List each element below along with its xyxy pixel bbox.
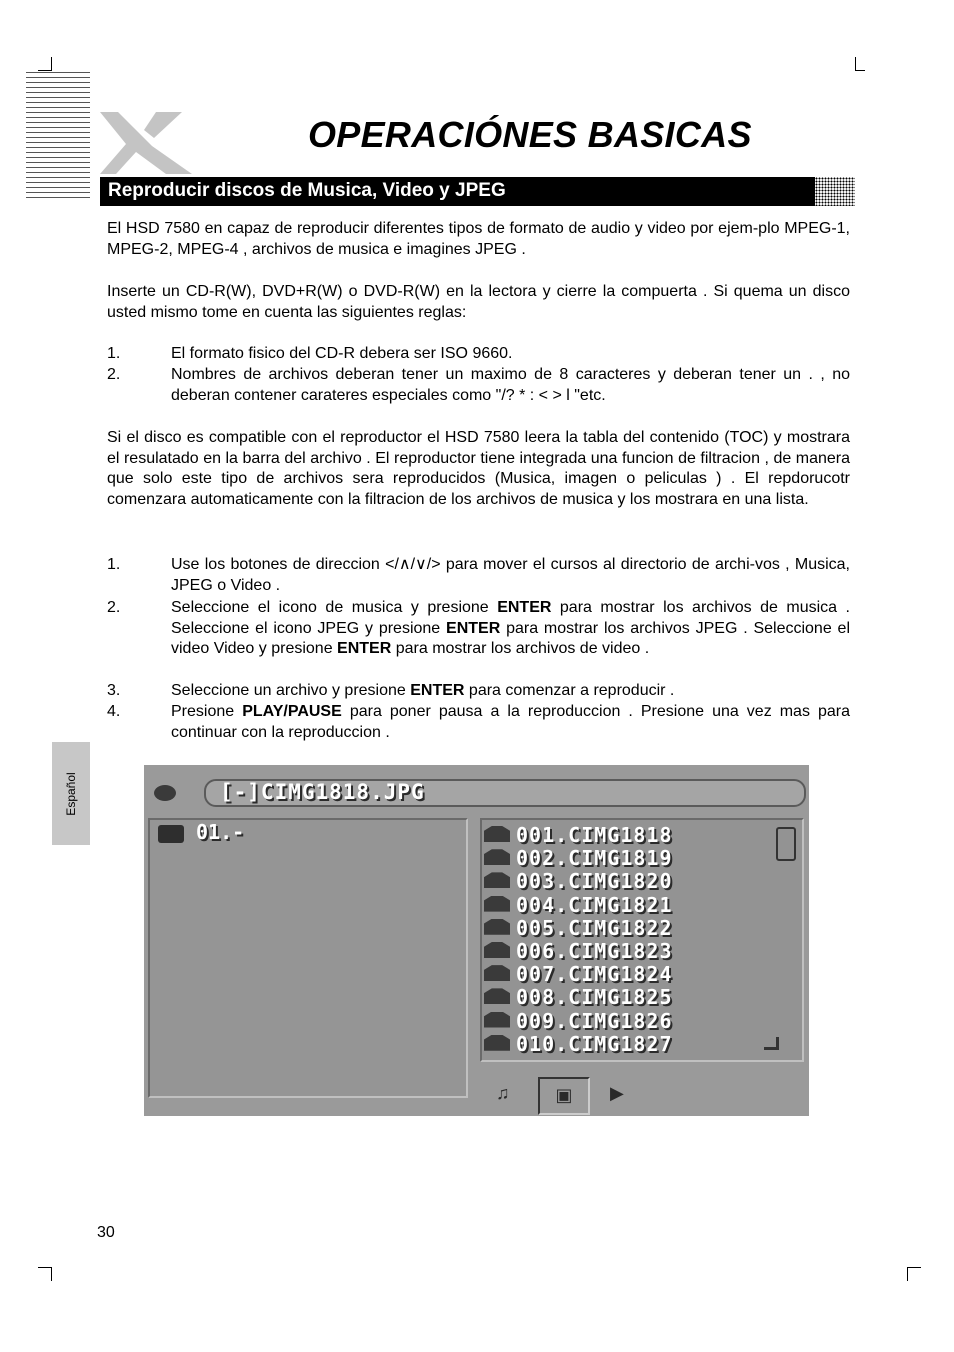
crop-mark-bottom-left (38, 1267, 52, 1281)
music-mode-icon[interactable]: ♫ (496, 1083, 510, 1103)
file-name: 001.CIMG1818 (516, 823, 673, 847)
file-item[interactable] (484, 1009, 774, 1032)
rule-number: 2. (107, 366, 121, 383)
video-mode-icon[interactable]: ▶ (610, 1083, 624, 1103)
photo-file-icon (484, 942, 510, 958)
file-item[interactable] (484, 869, 774, 892)
file-item[interactable] (484, 846, 774, 869)
folder-icon (158, 825, 184, 843)
crop-mark-bottom-right (907, 1267, 921, 1281)
step-text: Seleccione un archivo y presione ENTER para comenzar a reproducir . (171, 682, 675, 699)
step-number: 2. (107, 599, 121, 616)
page-title: OPERACIÓNES BASICAS (308, 114, 752, 155)
file-item[interactable] (484, 823, 774, 846)
page-number: 30 (97, 1224, 115, 1241)
photo-file-icon (484, 988, 510, 1004)
photo-mode-icon[interactable]: ▣ (538, 1077, 590, 1115)
section-header (100, 177, 855, 206)
language-tab (52, 742, 90, 845)
file-name: 006.CIMG1823 (516, 938, 673, 963)
step-number: 4. (107, 703, 121, 720)
file-item[interactable] (484, 893, 774, 916)
crop-mark-top-right (855, 57, 865, 71)
rule-text: Nombres de archivos deberan tener un maximo de 8 caracteres y deberan tener un . , no deberan contener carateres especiales como "/? * : < > l "etc. (171, 366, 850, 404)
photo-file-icon (484, 1012, 510, 1028)
step-text: Presione PLAY/PAUSE para poner pausa a la reproduccion . Presione una vez mas para continuar con la reproduccion . (171, 703, 851, 741)
disc-icon (154, 785, 176, 801)
file-name: 004.CIMG1821 (516, 892, 673, 917)
rule-text: El formato fisico del CD-R debera ser ISO 9660. (171, 345, 513, 362)
halftone-decoration (815, 177, 855, 206)
file-name: 007.CIMG1824 (516, 962, 673, 987)
folder-name: 01.- (196, 820, 245, 844)
step-number: 1. (107, 556, 121, 573)
file-item[interactable] (484, 985, 774, 1008)
file-name: 008.CIMG1825 (516, 985, 673, 1010)
file-name: 009.CIMG1826 (516, 1008, 673, 1033)
scroll-up-icon[interactable] (776, 827, 796, 861)
file-name: 002.CIMG1819 (516, 846, 673, 871)
language-label: Español (64, 771, 78, 816)
scroll-down-icon[interactable] (764, 1037, 779, 1050)
player-screenshot (144, 765, 809, 1116)
step-number: 3. (107, 682, 121, 699)
photo-file-icon (484, 965, 510, 981)
photo-file-icon (484, 872, 510, 888)
current-path: [-]CIMG1818.JPG (220, 780, 425, 804)
insert-disc-paragraph: Inserte un CD-R(W), DVD+R(W) o DVD-R(W) en la lectora y cierre la compuerta . Si quema un disco usted mismo tome en cuenta las siguientes reglas: (107, 283, 850, 321)
decorative-stripes (26, 72, 90, 200)
folder-panel (148, 818, 468, 1098)
rule-number: 1. (107, 345, 121, 362)
photo-file-icon (484, 849, 510, 865)
photo-file-icon (484, 919, 510, 935)
file-item[interactable] (484, 1032, 774, 1055)
file-name: 005.CIMG1822 (516, 915, 673, 940)
file-name: 010.CIMG1827 (516, 1031, 673, 1056)
step-text: Seleccione el icono de musica y presione ENTER para mostrar los archivos de musica . Seleccione el icono JPEG y presione ENTER para mostrar los archivos JPEG . Seleccione el video Video y presione ENTER para mostrar los archivos de video . (171, 599, 850, 658)
file-item[interactable] (484, 962, 774, 985)
crop-mark-top-left (38, 70, 52, 71)
photo-file-icon (484, 896, 510, 912)
intro-paragraph: El HSD 7580 en capaz de reproducir diferentes tipos de formato de audio y video por ejem-plo MPEG-1, MPEG-2, MPEG-4 , archivos de musica e imagines JPEG . (107, 220, 850, 258)
photo-file-icon (484, 1035, 510, 1051)
step-text: Use los botones de direccion </∧/∨/> para mover el cursos al directorio de archi-vos , Musica, JPEG o Video . (171, 556, 850, 594)
section-title: Reproducir discos de Musica, Video y JPEG (108, 180, 506, 201)
file-item[interactable] (484, 939, 774, 962)
file-list (484, 823, 774, 1055)
toc-paragraph: Si el disco es compatible con el reproductor el HSD 7580 leera la tabla del contenido (TOC) y mostrara el resulatado en la barra del archivo . El reproductor tiene integrada una funcion de filtracion , de manera que solo este tipo de archivos sera reproducidos (Musica, imagen o peliculas ) . El repdorucotr comenzara automaticamente con la filtracion de los archivos de musica y los mostrara en una lista. (107, 429, 850, 509)
file-item[interactable] (484, 916, 774, 939)
crop-mark-top-left (51, 57, 52, 71)
file-name: 003.CIMG1820 (516, 869, 673, 894)
brand-logo-icon (96, 108, 196, 178)
photo-file-icon (484, 826, 510, 842)
